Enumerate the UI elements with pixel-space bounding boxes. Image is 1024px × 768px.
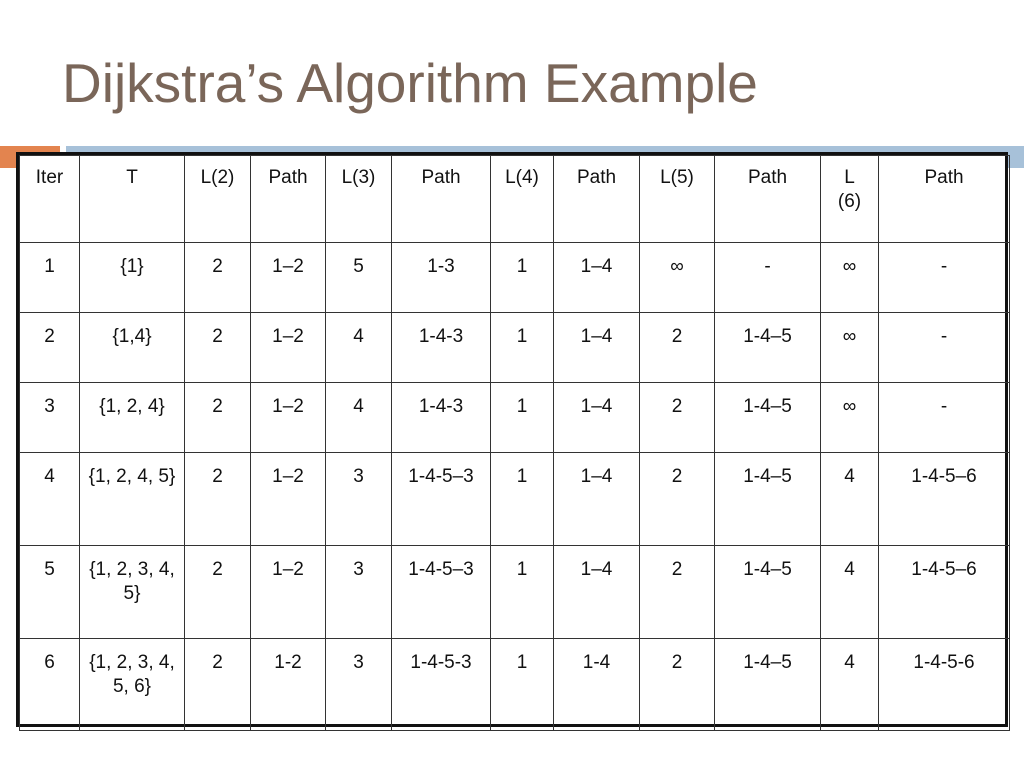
table-cell: ∞ [821,313,879,383]
table-cell: 1–4 [554,383,640,453]
header-cell-path-5: Path [715,156,821,243]
table-cell: 2 [185,453,251,546]
table-cell: 5 [20,546,80,639]
table-cell: {1,4} [80,313,185,383]
table-cell: 4 [821,453,879,546]
header-cell-l6 [821,156,879,243]
table-cell: 1 [491,313,554,383]
table-cell: 1-4–5 [715,453,821,546]
table-cell: 2 [185,313,251,383]
table-cell: 2 [640,639,715,731]
table-cell: 1-2 [251,639,326,731]
table-cell: 1 [491,383,554,453]
table-cell: 1 [491,546,554,639]
table-cell: 1 [491,639,554,731]
header-cell-l3: L(3) [326,156,392,243]
table-cell: 1-4-5-3 [392,639,491,731]
table-cell: 2 [185,243,251,313]
table-header-row [20,156,1010,243]
table-cell: 4 [821,546,879,639]
table-cell: 1–2 [251,546,326,639]
table-cell: 4 [20,453,80,546]
header-cell-l4: L(4) [491,156,554,243]
table-cell: 2 [640,383,715,453]
table-cell: 1–2 [251,243,326,313]
table-cell: 3 [326,639,392,731]
table-cell: 1-4-3 [392,313,491,383]
dijkstra-table [19,155,1010,731]
table-cell: 1–2 [251,383,326,453]
table-cell: {1} [80,243,185,313]
header-cell-l6-label: L(6) [837,167,862,212]
table-cell: 1-4-5-6 [879,639,1010,731]
table-cell: - [715,243,821,313]
table-cell: {1, 2, 3, 4, 5, 6} [80,639,185,731]
table-cell: ∞ [821,383,879,453]
table-row [20,243,1010,313]
table-cell: 1–4 [554,243,640,313]
table-cell: 1 [20,243,80,313]
header-cell-path-2: Path [251,156,326,243]
table-cell: 1 [491,453,554,546]
table-cell: 4 [326,383,392,453]
table-cell: 1 [491,243,554,313]
table-cell: 1-4–5 [715,639,821,731]
table-row [20,383,1010,453]
table-cell: 2 [640,546,715,639]
table-row [20,453,1010,546]
header-cell-iter: Iter [20,156,80,243]
table-cell: - [879,313,1010,383]
table-cell: 2 [185,639,251,731]
table-cell: 2 [20,313,80,383]
table-row [20,639,1010,731]
table-cell: 1–4 [554,313,640,383]
dijkstra-table-container [16,152,1008,727]
table-cell: 1-4-5–3 [392,453,491,546]
table-cell: 3 [20,383,80,453]
table-cell: 1-4–5 [715,546,821,639]
table-cell: 1-4-5–3 [392,546,491,639]
table-row [20,313,1010,383]
table-cell: {1, 2, 4, 5} [80,453,185,546]
table-cell: 2 [640,313,715,383]
table-cell: 2 [185,383,251,453]
table-cell: 4 [821,639,879,731]
table-cell: ∞ [821,243,879,313]
table-cell: - [879,383,1010,453]
table-cell: 3 [326,453,392,546]
table-cell: 1-4-3 [392,383,491,453]
table-cell: 1-4 [554,639,640,731]
table-cell: 1–2 [251,313,326,383]
table-cell: 6 [20,639,80,731]
table-cell: 1-4–5 [715,383,821,453]
table-cell: {1, 2, 4} [80,383,185,453]
table-cell: 1-4-5–6 [879,546,1010,639]
table-row [20,546,1010,639]
table-cell: - [879,243,1010,313]
header-cell-l2: L(2) [185,156,251,243]
table-cell: 1-4-5–6 [879,453,1010,546]
table-cell: 5 [326,243,392,313]
table-cell: 3 [326,546,392,639]
table-cell: 1-3 [392,243,491,313]
header-cell-t: T [80,156,185,243]
table-cell: 4 [326,313,392,383]
table-cell: 1-4–5 [715,313,821,383]
table-cell: 2 [640,453,715,546]
header-cell-l5: L(5) [640,156,715,243]
table-cell: ∞ [640,243,715,313]
header-cell-path-4: Path [554,156,640,243]
table-cell: 1–4 [554,546,640,639]
table-cell: 1–2 [251,453,326,546]
header-cell-path-6: Path [879,156,1010,243]
table-cell: {1, 2, 3, 4, 5} [80,546,185,639]
table-cell: 1–4 [554,453,640,546]
table-cell: 2 [185,546,251,639]
header-cell-path-3: Path [392,156,491,243]
slide-title: Dijkstra’s Algorithm Example [62,52,758,114]
